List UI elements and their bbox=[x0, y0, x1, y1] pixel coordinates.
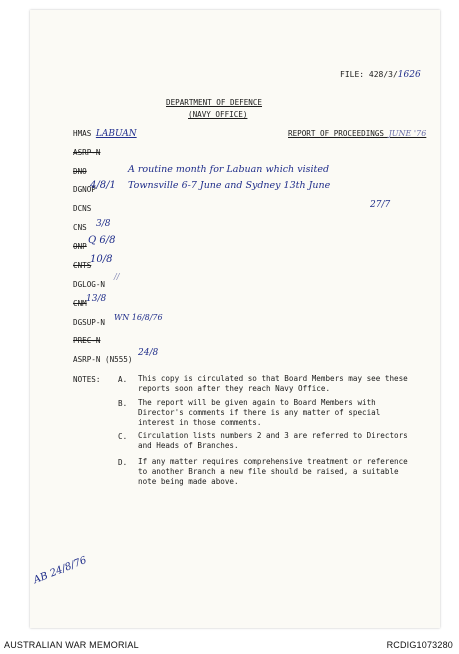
report-date: JUNE '76 bbox=[388, 129, 427, 138]
note-text: Circulation lists numbers 2 and 3 are referred to Directors and Heads of Branches. bbox=[138, 431, 408, 450]
handwritten-initials: 27/7 bbox=[370, 200, 391, 210]
dist-code: CNS bbox=[73, 223, 87, 232]
note-text: This copy is circulated so that Board Members may see these reports soon after they reach Navy Office. bbox=[138, 374, 408, 393]
department-title: DEPARTMENT OF DEFENCE bbox=[166, 98, 263, 107]
dist-code: PREC-N bbox=[73, 336, 101, 345]
dist-mark: // bbox=[114, 272, 120, 281]
bottom-initials: AB 24/8/76 bbox=[32, 554, 89, 587]
dist-code: DGSUP-N bbox=[73, 318, 106, 327]
dist-annotation: 3/8 bbox=[96, 219, 111, 229]
dist-code: DGNOP bbox=[73, 185, 96, 194]
ship-name bbox=[73, 129, 137, 139]
dist-annotation: WN 16/8/76 bbox=[114, 313, 163, 322]
department-subtitle: (NAVY OFFICE) bbox=[188, 110, 248, 119]
file-label: FILE: 428/3/ bbox=[340, 70, 398, 79]
file-number bbox=[340, 70, 421, 80]
notes-label: NOTES: bbox=[73, 375, 101, 384]
handwritten-note-line1: A routine month for Labuan which visited bbox=[128, 164, 330, 175]
dist-annotation: 24/8 bbox=[138, 348, 159, 358]
ship-prefix: HMAS bbox=[73, 129, 92, 138]
dist-code: DGLOG-N bbox=[73, 280, 106, 289]
handwritten-note-line2: Townsville 6-7 June and Sydney 13th June bbox=[128, 180, 331, 191]
note-letter: B. bbox=[118, 399, 128, 408]
document-page bbox=[30, 10, 440, 628]
dist-code: DCNS bbox=[73, 204, 92, 213]
dist-code: CNTS bbox=[73, 261, 92, 270]
footer-reference: RCDIG1073280 bbox=[386, 640, 453, 650]
note-letter: A. bbox=[118, 375, 128, 384]
footer-source: AUSTRALIAN WAR MEMORIAL bbox=[4, 640, 139, 650]
dist-annotation: Q 6/8 bbox=[88, 235, 116, 246]
dist-code: ASRP-N bbox=[73, 148, 101, 157]
note-letter: D. bbox=[118, 458, 128, 467]
file-handwritten-number: 1626 bbox=[397, 70, 421, 80]
dist-code: CNM bbox=[73, 299, 87, 308]
dist-annotation: 4/8/1 bbox=[90, 180, 116, 191]
dist-code: DNO bbox=[73, 167, 87, 176]
note-text: The report will be given again to Board Members with Director's comments if there is any matter of special interest in those comments. bbox=[138, 398, 381, 427]
ship-handwritten-name: LABUAN bbox=[95, 129, 137, 139]
dist-annotation: 13/8 bbox=[86, 294, 107, 304]
note-letter: C. bbox=[118, 432, 128, 441]
dist-annotation: 10/8 bbox=[90, 254, 113, 265]
note-text: If any matter requires comprehensive treatment or reference to another Branch a new file should be raised, a suitable note being made above. bbox=[138, 457, 408, 486]
dist-code: ONP bbox=[73, 242, 87, 251]
report-title: REPORT OF PROCEEDINGS JUNE '76 bbox=[288, 129, 427, 138]
dist-code: ASRP-N (N555) bbox=[73, 355, 133, 364]
